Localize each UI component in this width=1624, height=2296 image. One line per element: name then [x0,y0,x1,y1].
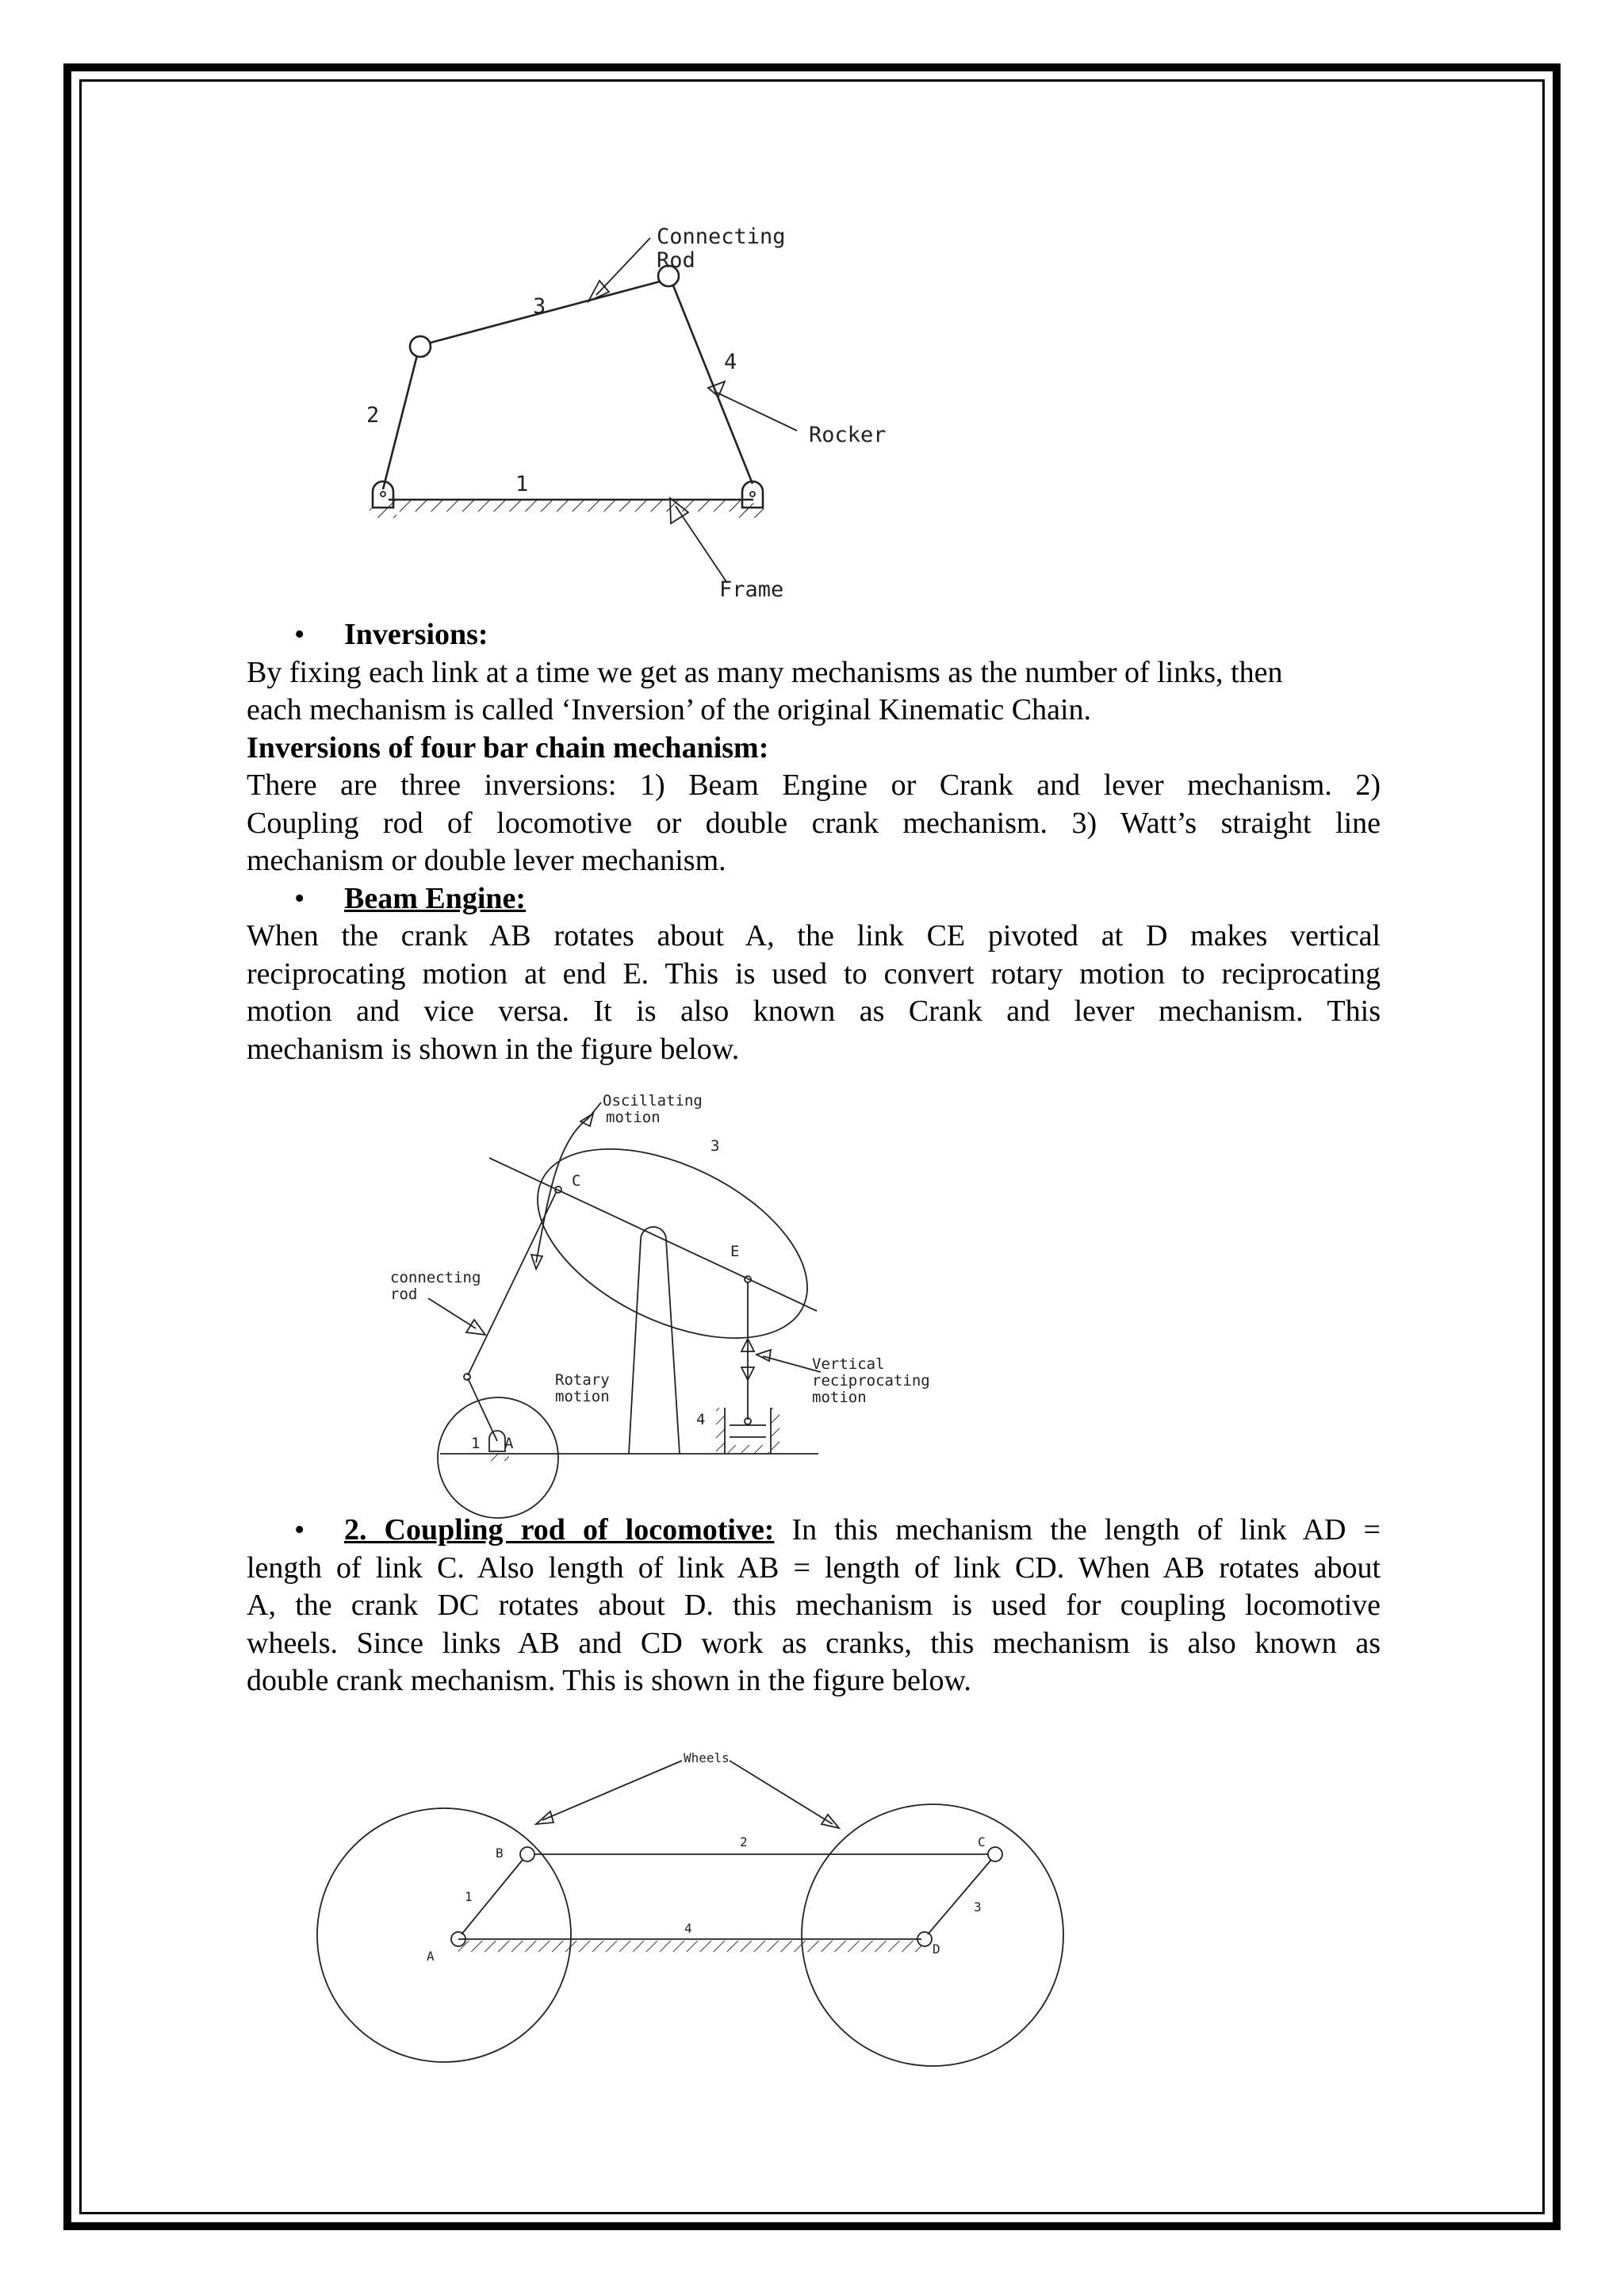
paragraph-line: By fixing each link at a time we get as many mechanisms as the number of links, then [247,655,1283,689]
label-rod: rod [390,1286,418,1303]
bullet: • [294,618,305,651]
paragraph-line: A, the crank DC rotates about D. this mechanism is used for coupling locomotive [247,1589,1381,1622]
paragraph-line: motion and vice versa. It is also known as Crank and lever mechanism. This [247,995,1381,1028]
paragraph-line: mechanism or double lever mechanism. [247,844,726,877]
paragraph-line: wheels. Since links AB and CD work as cranks, this mechanism is also known as [247,1626,1381,1660]
label-connecting: connecting [390,1269,481,1286]
paragraph-line: Coupling rod of locomotive or double crank mechanism. 3) Watt’s straight line [247,806,1381,840]
link-1-label: 1 [471,1435,481,1452]
label-connecting: Connecting [657,224,786,249]
link-1-label: 1 [515,472,529,496]
link-3-label: 3 [974,1899,982,1915]
label-oscillating: Oscillating [603,1092,703,1110]
link-2-label: 2 [366,403,380,427]
wheel-right [802,1804,1063,2066]
link-1-label: 1 [465,1889,473,1904]
label-oscillating-motion: motion [606,1109,661,1126]
point-d-label: D [933,1941,940,1957]
bullet: • [294,881,305,915]
paragraph-line: each mechanism is called ‘Inversion’ of the original Kinematic Chain. [247,693,1092,726]
bullet: • [294,1513,305,1547]
label-vertical: Vertical [812,1355,885,1373]
paragraph-line: mechanism is shown in the figure below. [247,1032,740,1066]
label-reciprocating: reciprocating [812,1372,930,1389]
label-rotary: Rotary [555,1371,610,1389]
paragraph-line: double crank mechanism. This is shown in the figure below. [247,1664,971,1697]
link-4-label: 4 [684,1921,692,1936]
point-e-label: E [730,1243,740,1260]
point-a-label: A [427,1949,435,1964]
joint-c [988,1847,1002,1861]
link-2-label: 2 [740,1834,748,1849]
point-b-label: B [496,1846,504,1861]
wheel-left [317,1808,571,2062]
heading-four-bar-inversions: Inversions of four bar chain mechanism: [247,730,769,765]
link-4-label: 4 [724,350,737,374]
label-rotary-motion: motion [555,1388,610,1405]
paragraph-line: There are three inversions: 1) Beam Engine or Crank and lever mechanism. 2) [247,769,1381,802]
point-c-label: C [572,1172,581,1190]
joint-b [520,1847,534,1861]
point-a-label: A [504,1435,514,1452]
label-wheels: Wheels [684,1750,730,1765]
heading-coupling-rod: 2. Coupling rod of locomotive: [344,1513,775,1547]
heading-inversions: Inversions: [344,618,488,651]
label-rocker: Rocker [809,423,887,447]
paragraph-line: In this mechanism the length of link AD = [774,1513,1381,1547]
point-c-label: C [978,1834,986,1849]
label-rod: Rod [657,248,695,273]
paragraph-line: reciprocating motion at end E. This is used to convert rotary motion to reciprocating [247,956,1381,991]
link-3-label: 3 [710,1137,720,1155]
label-vertical-motion: motion [812,1389,867,1406]
label-frame: Frame [719,577,784,602]
link-4-label: 4 [696,1411,706,1428]
paragraph-line: When the crank AB rotates about A, the link CE pivoted at D makes vertical [247,919,1381,953]
heading-beam-engine: Beam Engine: [344,881,527,915]
link-3-label: 3 [533,294,546,319]
paragraph-line: length of link C. Also length of link AB = length of link CD. When AB rotates about [247,1550,1381,1585]
